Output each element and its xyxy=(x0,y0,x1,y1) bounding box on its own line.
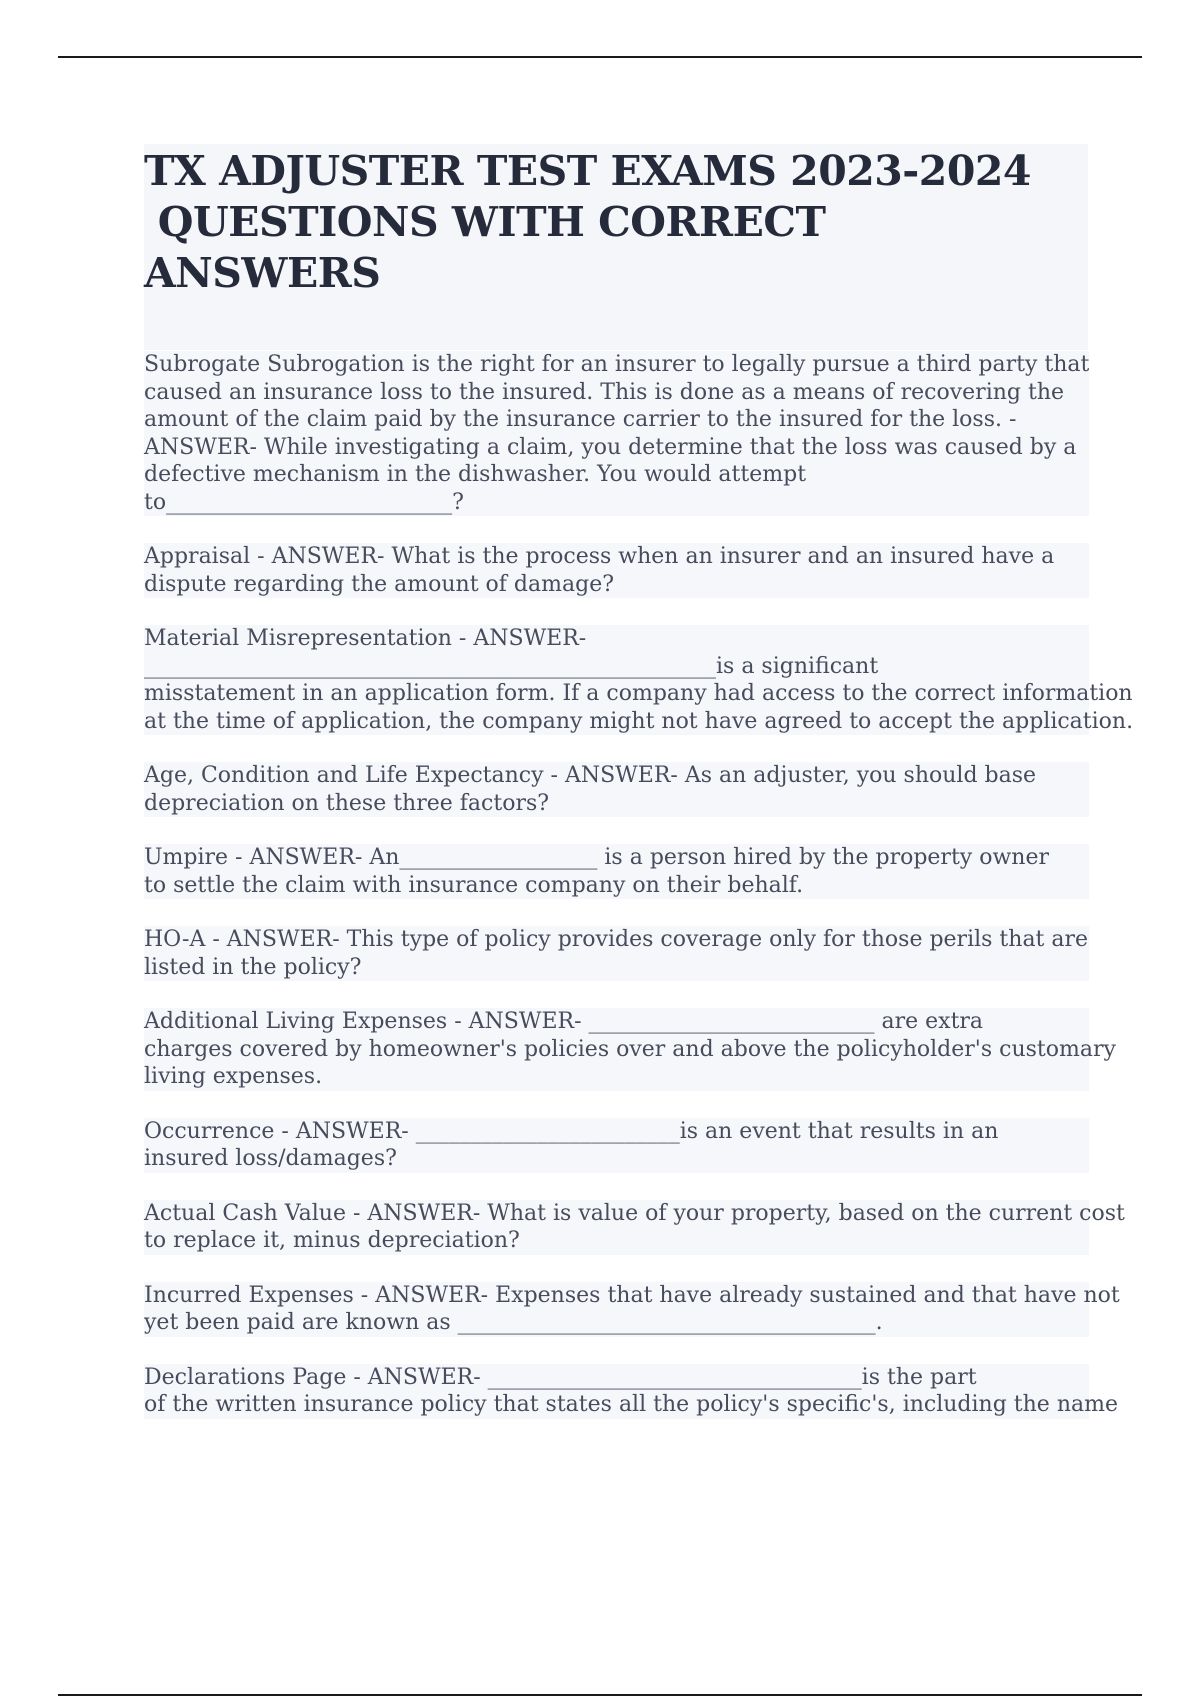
qa-line: Age, Condition and Life Expectancy - ANSWER- As an adjuster, you should base xyxy=(144,763,1037,788)
qa-item-material-misrepresentation xyxy=(144,625,1134,735)
bottom-divider xyxy=(58,1694,1142,1696)
qa-line: defective mechanism in the dishwasher. You would attempt xyxy=(144,462,807,487)
qa-line: living expenses. xyxy=(144,1064,323,1089)
qa-line: caused an insurance loss to the insured. This is done as a means of recovering the xyxy=(144,379,1065,405)
qa-line: Occurrence - ANSWER- ________________________is an event that results in an xyxy=(144,1118,999,1144)
document-title xyxy=(144,144,1088,299)
qa-line: Subrogate Subrogation is the right for an insurer to legally pursue a third party that xyxy=(144,352,1090,377)
qa-line: Material Misrepresentation - ANSWER- xyxy=(144,626,587,651)
qa-line: insured loss/damages? xyxy=(144,1146,397,1171)
qa-line: Declarations Page - ANSWER- __________________________________is the part xyxy=(144,1364,977,1390)
qa-line: ____________________________________________________is a significant xyxy=(144,653,879,679)
qa-line: to replace it, minus depreciation? xyxy=(144,1228,520,1253)
qa-line: charges covered by homeowner's policies over and above the policyholder's customary xyxy=(144,1036,1116,1062)
qa-line: HO-A - ANSWER- This type of policy provides coverage only for those perils that are xyxy=(144,927,1089,952)
qa-line: dispute regarding the amount of damage? xyxy=(144,571,615,597)
qa-line: to settle the claim with insurance company on their behalf. xyxy=(144,872,804,898)
qa-item-ho-a xyxy=(144,926,1089,981)
qa-line: Additional Living Expenses - ANSWER- __________________________ are extra xyxy=(144,1009,984,1034)
title-line: QUESTIONS WITH CORRECT xyxy=(144,198,826,246)
qa-line: to__________________________? xyxy=(144,489,464,515)
qa-list xyxy=(144,351,1134,1446)
qa-item-occurrence xyxy=(144,1118,1089,1173)
qa-item-appraisal xyxy=(144,543,1089,598)
title-line: TX ADJUSTER TEST EXAMS 2023-2024 xyxy=(144,147,1031,195)
qa-line: yet been paid are known as ______________________________________. xyxy=(144,1310,883,1335)
qa-line: at the time of application, the company might not have agreed to accept the application. xyxy=(144,708,1134,734)
qa-line: Actual Cash Value - ANSWER- What is value of your property, based on the current cost xyxy=(144,1200,1125,1226)
qa-item-additional-living-expenses xyxy=(144,1008,1116,1091)
qa-item-subrogate xyxy=(144,351,1089,516)
title-line: ANSWERS xyxy=(144,249,381,297)
qa-line: listed in the policy? xyxy=(144,954,362,980)
qa-item-actual-cash-value xyxy=(144,1200,1125,1255)
qa-line: ANSWER- While investigating a claim, you determine that the loss was caused by a xyxy=(144,434,1077,460)
qa-line: of the written insurance policy that states all the policy's specific's, including the name xyxy=(144,1392,1118,1417)
qa-line: depreciation on these three factors? xyxy=(144,790,550,816)
qa-item-incurred-expenses xyxy=(144,1282,1120,1337)
qa-line: Incurred Expenses - ANSWER- Expenses that have already sustained and that have not xyxy=(144,1282,1120,1308)
qa-item-age-condition xyxy=(144,762,1089,817)
qa-line: amount of the claim paid by the insurance carrier to the insured for the loss. - xyxy=(144,407,1017,432)
qa-line: Appraisal - ANSWER- What is the process when an insurer and an insured have a xyxy=(144,544,1055,569)
qa-item-umpire xyxy=(144,844,1089,899)
top-divider xyxy=(58,56,1142,58)
qa-line: misstatement in an application form. If a company had access to the correct information xyxy=(144,681,1133,706)
title-block xyxy=(144,144,1088,350)
qa-item-declarations-page xyxy=(144,1364,1118,1419)
qa-line: Umpire - ANSWER- An__________________ is a person hired by the property owner xyxy=(144,845,1049,870)
